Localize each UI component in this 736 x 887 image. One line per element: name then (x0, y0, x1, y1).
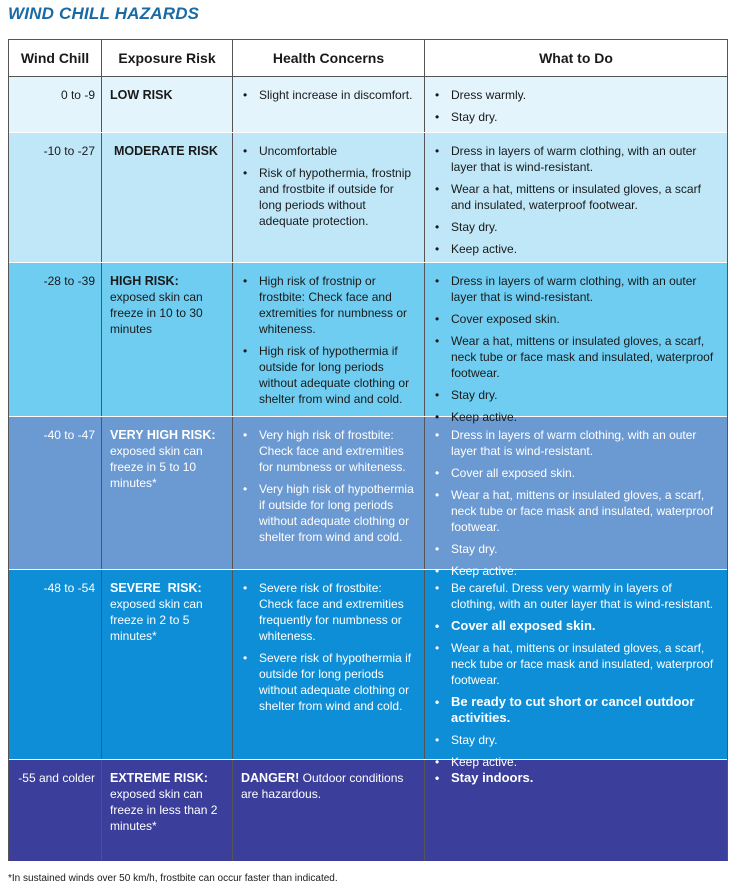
wind-chill-value: 0 to -9 (9, 77, 102, 132)
list-item: • Stay dry. (433, 109, 719, 125)
list-item: • Keep active. (433, 241, 719, 257)
exposure-risk-cell (102, 133, 233, 262)
list-item: • Wear a hat, mittens or insulated gloves, a scarf, neck tube or face mask and insulated, waterproof footwear. (433, 487, 719, 535)
table-row-moderate-risk (9, 133, 727, 263)
list-item: • Wear a hat, mittens or insulated gloves, a scarf, neck tube or face mask and insulated, waterproof footwear. (433, 640, 719, 688)
risk-detail: exposed skin can freeze in 5 to 10 minutes* (110, 444, 203, 490)
risk-detail: exposed skin can freeze in less than 2 minutes* (110, 787, 218, 833)
list-item: • Severe risk of frostbite: Check face and extremities frequently for numbness or whiteness. (241, 580, 416, 644)
risk-detail: exposed skin can freeze in 10 to 30 minutes (110, 290, 203, 336)
list-item: • Uncomfortable (241, 143, 416, 159)
health-concerns-cell (233, 133, 425, 262)
list-item: • Keep active. (433, 563, 719, 579)
list-item: • Cover all exposed skin. (433, 618, 719, 634)
risk-title: SEVERE RISK: (110, 581, 202, 595)
risk-title: EXTREME RISK: (110, 771, 208, 785)
health-concerns-cell (233, 760, 425, 861)
list-item: • Very high risk of frostbite: Check face and extremities for numbness or whiteness. (241, 427, 416, 475)
risk-title: MODERATE RISK (114, 144, 218, 158)
list-item: • Keep active. (433, 754, 719, 770)
risk-title: VERY HIGH RISK: (110, 428, 216, 442)
what-to-do-cell (425, 570, 727, 769)
exposure-risk-cell (102, 417, 233, 569)
wind-chill-value: -48 to -54 (9, 570, 102, 759)
health-concerns-cell (233, 570, 425, 759)
list-item: • Cover exposed skin. (433, 311, 719, 327)
exposure-risk-cell (102, 760, 233, 861)
wind-chill-table (8, 39, 728, 861)
what-to-do-cell (425, 133, 727, 262)
footnote: *In sustained winds over 50 km/h, frostbite can occur faster than indicated. (8, 873, 338, 884)
list-item: • Dress in layers of warm clothing, with an outer layer that is wind-resistant. (433, 273, 719, 305)
list-item: • Cover all exposed skin. (433, 465, 719, 481)
what-to-do-cell (425, 760, 727, 861)
list-item: • Dress in layers of warm clothing, with an outer layer that is wind-resistant. (433, 143, 719, 175)
risk-title: LOW RISK (110, 88, 173, 102)
list-item: • Wear a hat, mittens or insulated gloves, a scarf and insulated, waterproof footwear. (433, 181, 719, 213)
risk-title: HIGH RISK: (110, 274, 179, 288)
list-item: • Very high risk of hypothermia if outside for long periods without adequate clothing or shelter from wind and cold. (241, 481, 416, 545)
wind-chill-value: -40 to -47 (9, 417, 102, 569)
header-health-concerns: Health Concerns (233, 40, 425, 76)
list-item: • Dress warmly. (433, 87, 719, 103)
wind-chill-value: -28 to -39 (9, 263, 102, 416)
health-concerns-cell (233, 417, 425, 569)
what-to-do-cell (425, 77, 727, 132)
table-row-low-risk (9, 77, 727, 133)
list-item: • High risk of hypothermia if outside for long periods without adequate clothing or shelter from wind and cold. (241, 343, 416, 407)
list-item: • Stay indoors. (433, 770, 719, 786)
risk-detail: exposed skin can freeze in 2 to 5 minutes* (110, 597, 203, 643)
list-item: • Dress in layers of warm clothing, with an outer layer that is wind-resistant. (433, 427, 719, 459)
list-item: • Wear a hat, mittens or insulated gloves, a scarf, neck tube or face mask and insulated, waterproof footwear. (433, 333, 719, 381)
health-concerns-cell (233, 263, 425, 416)
list-item: • Stay dry. (433, 219, 719, 235)
list-item: • Be careful. Dress very warmly in layers of clothing, with an outer layer that is wind-resistant. (433, 580, 719, 612)
list-item: • Severe risk of hypothermia if outside for long periods without adequate clothing or shelter from wind and cold. (241, 650, 416, 714)
table-row-extreme-risk (9, 760, 727, 861)
table-row-severe-risk (9, 570, 727, 769)
header-what-to-do: What to Do (539, 50, 613, 66)
exposure-risk-cell (102, 570, 233, 759)
table-row-high-risk (9, 263, 727, 424)
exposure-risk-cell (102, 263, 233, 416)
table-row-very-high-risk (9, 417, 727, 578)
exposure-risk-cell (102, 77, 233, 132)
wind-chill-value: -55 and colder (9, 760, 102, 861)
health-concerns-cell (233, 77, 425, 132)
list-item: • Be ready to cut short or cancel outdoor activities. (433, 694, 719, 726)
danger-text: Outdoor conditions are hazardous. (241, 771, 404, 801)
list-item: • Stay dry. (433, 387, 719, 403)
list-item: • High risk of frostnip or frostbite: Check face and extremities for numbness or whiteness. (241, 273, 416, 337)
what-to-do-cell (425, 263, 727, 424)
list-item: • Keep active. (433, 409, 719, 425)
what-to-do-cell (425, 417, 727, 578)
list-item: • Slight increase in discomfort. (241, 87, 416, 103)
page-title: WIND CHILL HAZARDS (8, 4, 200, 23)
header-wind-chill: Wind Chill (9, 40, 102, 76)
list-item: • Risk of hypothermia, frostnip and frostbite if outside for long periods without adequate protection. (241, 165, 416, 229)
header-exposure-risk: Exposure Risk (102, 40, 233, 76)
wind-chill-value: -10 to -27 (9, 133, 102, 262)
table-header-row (9, 40, 727, 77)
list-item: • Stay dry. (433, 541, 719, 557)
list-item: • Stay dry. (433, 732, 719, 748)
danger-label: DANGER! (241, 771, 300, 785)
